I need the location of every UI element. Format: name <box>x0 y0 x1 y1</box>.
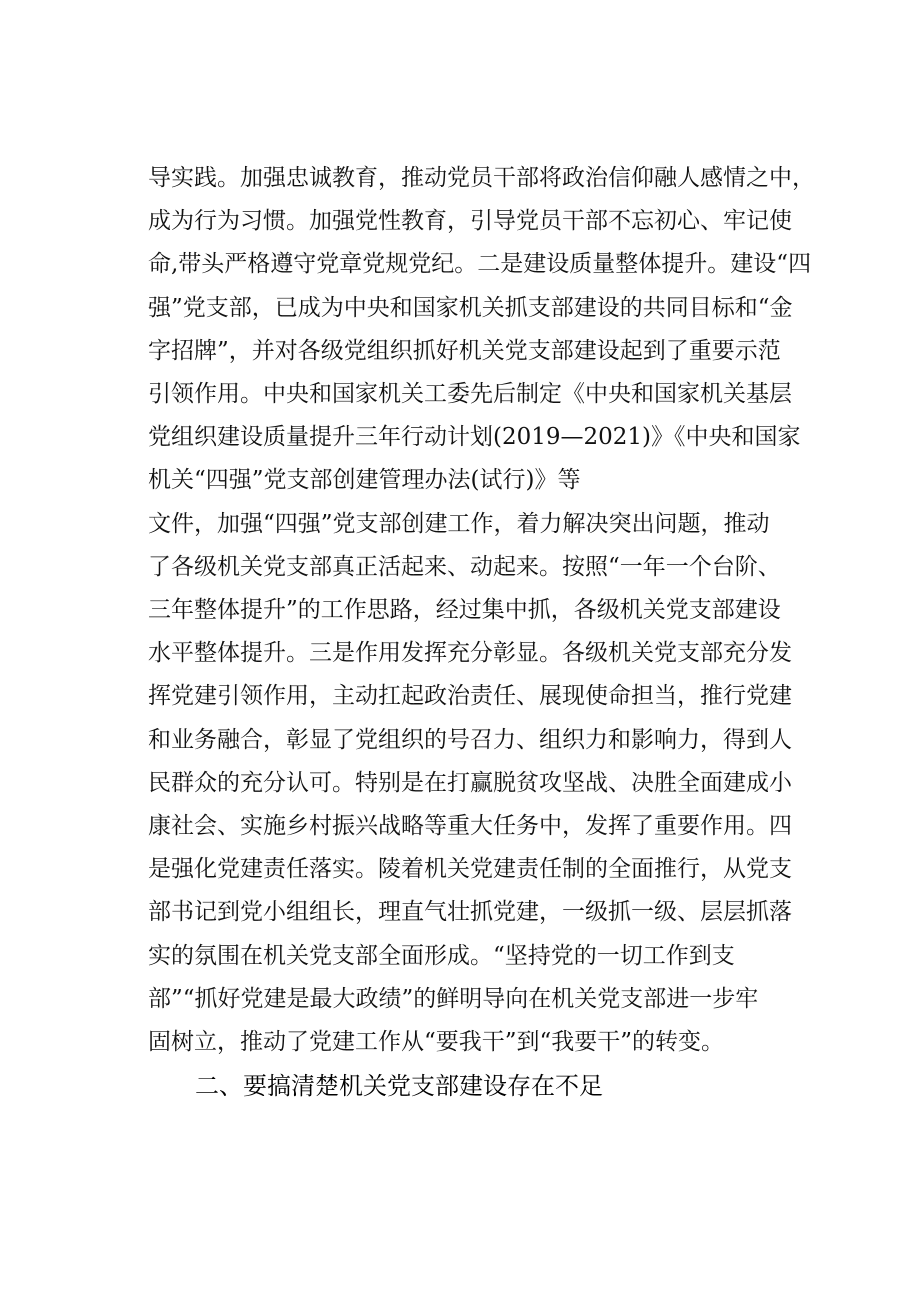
body-text-line: 和业务融合，彰显了党组织的号召力、组织力和影响力，得到人 <box>148 727 792 753</box>
body-text-line: 民群众的充分认可。特别是在打赢脱贫攻坚战、决胜全面建成小 <box>148 770 792 796</box>
body-text-line: 水平整体提升。三是作用发挥充分彰显。各级机关党支部充分发 <box>148 640 792 666</box>
body-text-line: 成为行为习惯。加强党性教育，引导党员干部不忘初心、牢记使 <box>148 208 792 234</box>
body-text-line: 是强化党建责任落实。陵着机关党建责任制的全面推行，从党支 <box>148 856 792 882</box>
body-text-line: 康社会、实施乡村振兴战略等重大任务中，发挥了重要作用。四 <box>148 813 792 839</box>
body-text-line: 党组织建设质量提升三年行动计划(2019—2021)》《中央和国家 <box>148 424 801 450</box>
body-text-line: 导实践。加强忠诚教育，推动党员干部将政治信仰融人感情之中， <box>148 165 815 191</box>
section-heading: 二、要搞清楚机关党支部建设存在不足 <box>195 1072 603 1100</box>
body-text-line: 部”“抓好党建是最大政绩”的鲜明导向在机关党支部进一步牢 <box>148 986 759 1012</box>
body-text-line: 文件，加强“四强”党支部创建工作，着力解决突出问题，推动 <box>148 511 770 537</box>
body-text-line: 机关“四强”党支部创建管理办法(试行)》等 <box>148 467 581 493</box>
body-text-line: 命,带头严格遵守党章党规党纪。二是建设质量整体提升。建设“四 <box>148 251 812 277</box>
body-text-line: 三年整体提升”的工作思路，经过集中抓，各级机关党支部建设 <box>148 597 781 623</box>
body-text-line: 部书记到党小组组长，理直气壮抓党建，一级抓一级、层层抓落 <box>148 899 792 925</box>
body-text-line: 挥党建引领作用，主动扛起政治责任、展现使命担当，推行党建 <box>148 683 792 709</box>
body-text-line: 了各级机关党支部真正活起来、动起来。按照“一年一个台阶、 <box>148 554 781 580</box>
body-text-line: 实的氛围在机关党支部全面形成。“坚持党的一切工作到支 <box>148 943 735 969</box>
body-text-line: 强”党支部，已成为中央和国家机关抓支部建设的共同目标和“金 <box>148 295 793 321</box>
body-text-line: 引领作用。中央和国家机关工委先后制定《中央和国家机关基层 <box>148 381 792 407</box>
body-text-line: 字招牌”，并对各级党组织抓好机关党支部建设起到了重要示范 <box>148 338 781 364</box>
body-text-line: 固树立，推动了党建工作从“要我干”到“我要干”的转变。 <box>148 1029 725 1055</box>
